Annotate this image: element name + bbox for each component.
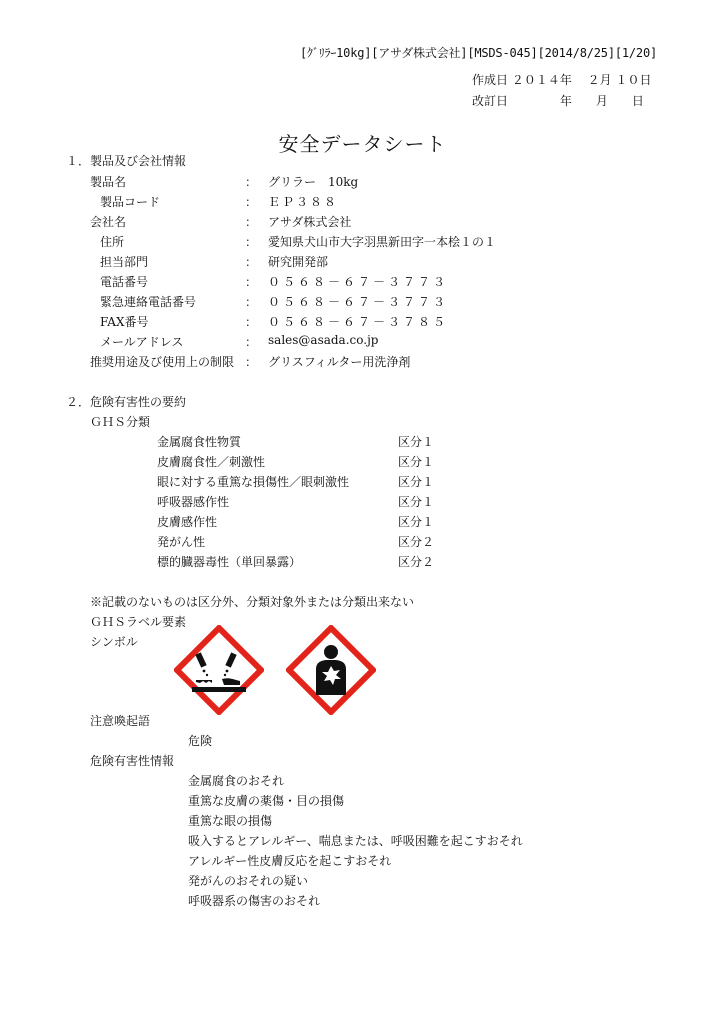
label-fax: FAX番号 — [100, 315, 149, 329]
revision-date: 改訂日 年 月 日 — [472, 94, 644, 108]
section-1-heading: １．製品及び会社情報 — [66, 154, 187, 168]
colon: ： — [245, 295, 258, 309]
hazard-class-name: 発がん性 — [157, 535, 206, 549]
signal-word: 危険 — [188, 734, 213, 748]
hazard-class-name: 標的臓器毒性（単回暴露） — [157, 555, 302, 569]
label-emergency-phone: 緊急連絡電話番号 — [100, 295, 197, 309]
ghs-label-elements-heading: ＧＨＳラベル要素 — [90, 615, 187, 629]
hazard-statement: 呼吸器系の傷害のおそれ — [188, 894, 321, 908]
colon: ： — [245, 315, 258, 329]
hazard-class-name: 金属腐食性物質 — [157, 435, 242, 449]
classification-note: ※記載のないものは区分外、分類対象外または分類出来ない — [90, 595, 415, 609]
document-title: 安全データシート — [278, 132, 447, 156]
colon: ： — [245, 175, 258, 189]
label-product-name: 製品名 — [90, 175, 127, 189]
hazard-statement: 金属腐食のおそれ — [188, 774, 285, 788]
hazard-class-name: 皮膚感作性 — [157, 515, 218, 529]
colon: ： — [245, 335, 258, 349]
hazard-statement: 重篤な皮膚の薬傷・目の損傷 — [188, 794, 345, 808]
label-email: メールアドレス — [100, 335, 184, 349]
hazard-class-name: 皮膚腐食性／刺激性 — [157, 455, 266, 469]
hazard-class-category: 区分１ — [398, 475, 435, 489]
label-product-code: 製品コード — [100, 195, 161, 209]
label-company: 会社名 — [90, 215, 127, 229]
hazard-class-category: 区分２ — [398, 535, 435, 549]
value-department: 研究開発部 — [268, 255, 329, 269]
signal-word-label: 注意喚起語 — [90, 714, 151, 728]
label-department: 担当部門 — [100, 255, 149, 269]
hazard-class-category: 区分１ — [398, 495, 435, 509]
hazard-class-name: 眼に対する重篤な損傷性／眼刺激性 — [157, 475, 350, 489]
document-reference: [ｸﾞﾘﾗｰ10kg][アサダ株式会社][MSDS-045][2014/8/25][1/20] — [299, 46, 657, 60]
corrosion-pictogram-icon — [174, 625, 264, 715]
hazard-info-label: 危険有害性情報 — [90, 754, 175, 768]
value-address: 愛知県犬山市大字羽黒新田字一本桧１の１ — [268, 235, 497, 249]
value-email: sales@asada.co.jp — [268, 333, 379, 347]
colon: ： — [245, 275, 258, 289]
creation-date: 作成日 ２０１４年 ２月 １０日 — [472, 73, 652, 87]
hazard-class-name: 呼吸器感作性 — [157, 495, 230, 509]
hazard-class-category: 区分１ — [398, 435, 435, 449]
value-fax: ０５６８－６７－３７８５ — [268, 315, 449, 329]
hazard-class-category: 区分１ — [398, 455, 435, 469]
hazard-statement: アレルギー性皮膚反応を起こすおそれ — [188, 854, 392, 868]
value-phone: ０５６８－６７－３７７３ — [268, 275, 449, 289]
ghs-classification-heading: ＧＨＳ分類 — [90, 415, 151, 429]
health-hazard-pictogram-icon — [286, 625, 376, 715]
symbol-label: シンボル — [90, 635, 138, 649]
label-phone: 電話番号 — [100, 275, 149, 289]
colon: ： — [245, 215, 258, 229]
colon: ： — [245, 235, 258, 249]
colon: ： — [245, 195, 258, 209]
hazard-statement: 吸入するとアレルギー、喘息または、呼吸困難を起こすおそれ — [188, 834, 523, 848]
colon: ： — [245, 355, 258, 369]
colon: ： — [245, 255, 258, 269]
value-recommended-use: グリスフィルター用洗浄剤 — [268, 355, 411, 369]
label-address: 住所 — [100, 235, 125, 249]
hazard-class-category: 区分１ — [398, 515, 435, 529]
hazard-statement: 重篤な眼の損傷 — [188, 814, 273, 828]
value-product-name: グリラー 10kg — [268, 175, 359, 189]
hazard-class-category: 区分２ — [398, 555, 435, 569]
hazard-statement: 発がんのおそれの疑い — [188, 874, 309, 888]
label-recommended-use: 推奨用途及び使用上の制限 — [90, 355, 235, 369]
section-2-heading: ２．危険有害性の要約 — [66, 395, 187, 409]
value-emergency-phone: ０５６８－６７－３７７３ — [268, 295, 449, 309]
value-company: アサダ株式会社 — [268, 215, 352, 229]
value-product-code: ＥＰ３８８ — [268, 195, 339, 209]
